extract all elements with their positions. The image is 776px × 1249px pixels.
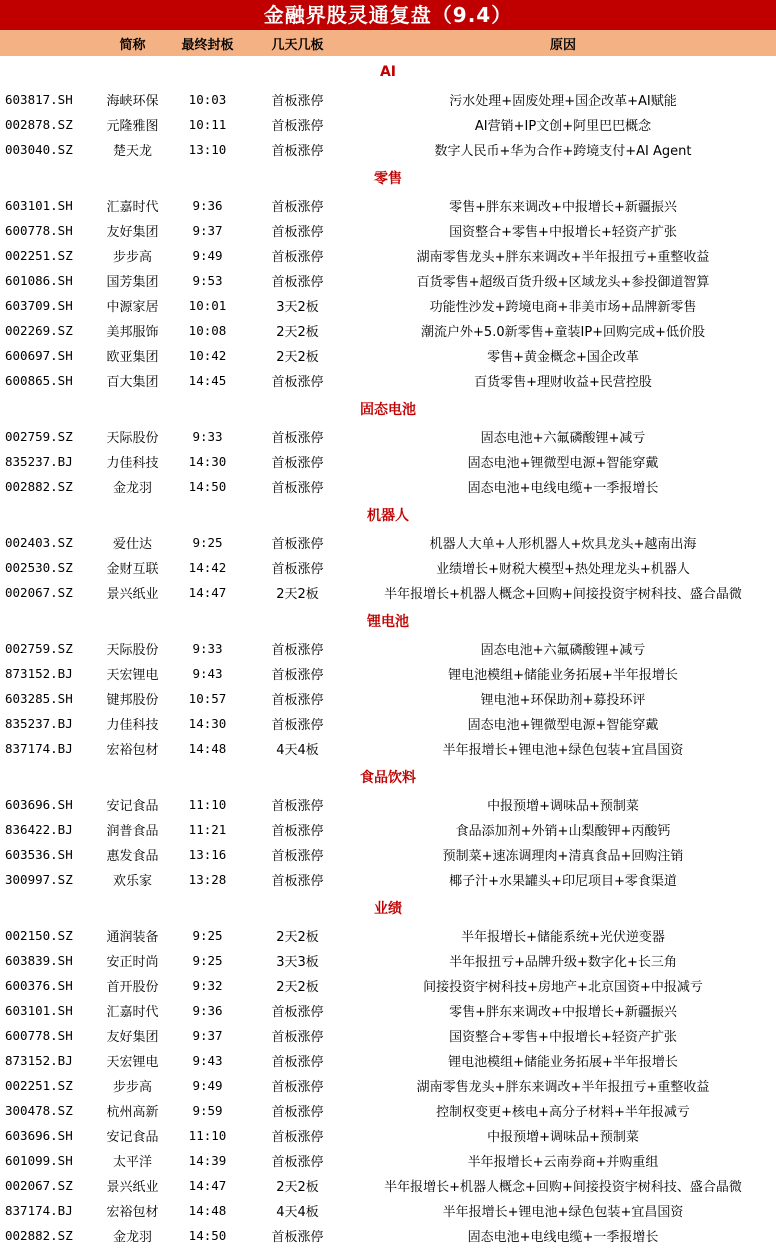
cell-days-boards: 首板涨停 <box>271 456 324 471</box>
cell-days-boards: 首板涨停 <box>271 375 324 390</box>
report-title: 金融界股灵通复盘（9.4） <box>263 3 513 27</box>
cell-final-seal-time: 9:59 <box>192 1103 223 1118</box>
cell-reason: 间接投资宇树科技+房地产+北京国资+中报减亏 <box>423 980 703 995</box>
cell-final-seal-time: 10:11 <box>188 117 227 132</box>
table-row <box>0 474 776 499</box>
cell-stock-name: 惠发食品 <box>106 849 159 864</box>
cell-days-boards: 首板涨停 <box>271 718 324 733</box>
cell-days-boards: 首板涨停 <box>271 849 324 864</box>
cell-reason: 污水处理+固废处理+国企改革+AI赋能 <box>449 94 677 109</box>
cell-stock-code: 600376.SH <box>5 978 73 993</box>
cell-final-seal-time: 13:10 <box>188 142 227 157</box>
cell-stock-code: 603817.SH <box>5 92 73 107</box>
section-label: 食品饮料 <box>360 769 416 786</box>
cell-days-boards: 3天2板 <box>276 300 319 315</box>
cell-stock-code: 002878.SZ <box>5 117 73 132</box>
cell-stock-code: 002067.SZ <box>5 1178 73 1193</box>
cell-final-seal-time: 13:28 <box>188 872 227 887</box>
cell-final-seal-time: 14:48 <box>188 1203 227 1218</box>
cell-stock-name: 金龙羽 <box>112 1230 152 1245</box>
col-header-name: 简称 <box>119 37 146 53</box>
table-row <box>0 193 776 218</box>
table-row <box>0 530 776 555</box>
cell-reason: 固态电池+电线电缆+一季报增长 <box>467 1230 659 1245</box>
cell-stock-code: 002759.SZ <box>5 429 73 444</box>
table-row <box>0 112 776 137</box>
cell-stock-name: 天宏锂电 <box>106 668 159 683</box>
cell-reason: 半年报增长+云南券商+并购重组 <box>467 1155 659 1170</box>
table-row <box>0 137 776 162</box>
cell-stock-code: 837174.BJ <box>5 741 73 756</box>
cell-final-seal-time: 10:42 <box>188 348 227 363</box>
table-row <box>0 817 776 842</box>
section-label: 固态电池 <box>360 401 416 418</box>
cell-stock-code: 002759.SZ <box>5 641 73 656</box>
cell-days-boards: 首板涨停 <box>271 225 324 240</box>
table-row <box>0 1073 776 1098</box>
cell-final-seal-time: 14:30 <box>188 716 227 731</box>
table-row <box>0 318 776 343</box>
cell-days-boards: 首板涨停 <box>271 824 324 839</box>
cell-stock-name: 友好集团 <box>106 225 159 240</box>
cell-reason: 食品添加剂+外销+山梨酸钾+丙酸钙 <box>455 824 671 839</box>
cell-stock-code: 002269.SZ <box>5 323 73 338</box>
cell-final-seal-time: 14:50 <box>188 1228 227 1243</box>
table-row <box>0 293 776 318</box>
cell-stock-code: 600778.SH <box>5 1028 73 1043</box>
cell-reason: 控制权变更+核电+高分子材料+半年报减亏 <box>436 1105 690 1120</box>
cell-stock-name: 汇嘉时代 <box>106 200 159 215</box>
cell-stock-name: 中源家居 <box>106 300 159 315</box>
cell-reason: 功能性沙发+跨境电商+非美市场+品牌新零售 <box>429 300 697 315</box>
section-header-row <box>0 761 776 792</box>
cell-final-seal-time: 9:37 <box>192 1028 223 1043</box>
cell-days-boards: 首板涨停 <box>271 1130 324 1145</box>
cell-stock-code: 002403.SZ <box>5 535 73 550</box>
cell-final-seal-time: 14:30 <box>188 454 227 469</box>
cell-stock-name: 汇嘉时代 <box>106 1005 159 1020</box>
cell-stock-code: 603285.SH <box>5 691 73 706</box>
table-row <box>0 661 776 686</box>
cell-final-seal-time: 10:08 <box>188 323 227 338</box>
report-title-bar <box>0 0 776 30</box>
table-row <box>0 948 776 973</box>
cell-reason: 固态电池+电线电缆+一季报增长 <box>467 481 659 496</box>
cell-final-seal-time: 11:21 <box>188 822 227 837</box>
cell-final-seal-time: 9:36 <box>192 198 223 213</box>
table-row <box>0 1023 776 1048</box>
cell-days-boards: 首板涨停 <box>271 481 324 496</box>
table-row <box>0 998 776 1023</box>
table-row <box>0 87 776 112</box>
cell-stock-code: 603696.SH <box>5 797 73 812</box>
section-header-row <box>0 605 776 636</box>
cell-stock-name: 润普食品 <box>106 824 159 839</box>
cell-reason: 半年报增长+锂电池+绿色包装+宜昌国资 <box>442 1205 684 1220</box>
cell-stock-name: 楚天龙 <box>112 144 152 159</box>
cell-stock-code: 603101.SH <box>5 1003 73 1018</box>
cell-reason: AI营销+IP文创+阿里巴巴概念 <box>474 119 652 134</box>
cell-reason: 湖南零售龙头+胖东来调改+半年报扭亏+重整收益 <box>416 250 710 265</box>
cell-reason: 机器人大单+人形机器人+炊具龙头+越南出海 <box>429 537 697 552</box>
cell-days-boards: 2天2板 <box>276 587 319 602</box>
cell-final-seal-time: 11:10 <box>188 797 227 812</box>
cell-final-seal-time: 9:33 <box>192 641 223 656</box>
table-row <box>0 711 776 736</box>
cell-days-boards: 首板涨停 <box>271 1005 324 1020</box>
cell-final-seal-time: 9:49 <box>192 248 223 263</box>
cell-reason: 国资整合+零售+中报增长+轻资产扩张 <box>449 225 677 240</box>
cell-stock-code: 600697.SH <box>5 348 73 363</box>
cell-reason: 业绩增长+财税大模型+热处理龙头+机器人 <box>436 562 690 577</box>
cell-stock-name: 金财互联 <box>106 562 159 577</box>
cell-reason: 固态电池+锂微型电源+智能穿戴 <box>467 718 659 733</box>
table-row <box>0 923 776 948</box>
cell-reason: 半年报增长+锂电池+绿色包装+宜昌国资 <box>442 743 684 758</box>
cell-final-seal-time: 10:57 <box>188 691 227 706</box>
cell-stock-name: 安记食品 <box>106 799 159 814</box>
cell-days-boards: 首板涨停 <box>271 431 324 446</box>
cell-stock-name: 宏裕包材 <box>106 743 159 758</box>
cell-reason: 固态电池+六氟磷酸锂+减亏 <box>480 643 646 658</box>
table-row <box>0 792 776 817</box>
cell-reason: 椰子汁+水果罐头+印尼项目+零食渠道 <box>449 874 677 889</box>
cell-days-boards: 首板涨停 <box>271 1105 324 1120</box>
cell-final-seal-time: 10:03 <box>188 92 227 107</box>
cell-final-seal-time: 9:43 <box>192 666 223 681</box>
col-header-final-seal-time: 最终封板 <box>181 37 234 53</box>
section-label: 锂电池 <box>367 613 409 630</box>
cell-final-seal-time: 13:16 <box>188 847 227 862</box>
cell-stock-name: 欢乐家 <box>112 874 152 889</box>
table-row <box>0 973 776 998</box>
cell-days-boards: 2天2板 <box>276 1180 319 1195</box>
cell-days-boards: 首板涨停 <box>271 200 324 215</box>
cell-days-boards: 首板涨停 <box>271 1155 324 1170</box>
cell-stock-name: 首开股份 <box>106 980 159 995</box>
cell-stock-name: 美邦服饰 <box>106 325 159 340</box>
cell-final-seal-time: 9:33 <box>192 429 223 444</box>
cell-days-boards: 4天4板 <box>276 1205 319 1220</box>
table-row <box>0 1173 776 1198</box>
cell-stock-name: 景兴纸业 <box>106 587 159 602</box>
cell-reason: 预制菜+速冻调理肉+清真食品+回购注销 <box>442 849 684 864</box>
cell-stock-code: 300478.SZ <box>5 1103 73 1118</box>
cell-reason: 中报预增+调味品+预制菜 <box>487 799 639 814</box>
table-row <box>0 580 776 605</box>
cell-stock-name: 力佳科技 <box>106 718 159 733</box>
cell-days-boards: 首板涨停 <box>271 643 324 658</box>
cell-final-seal-time: 9:37 <box>192 223 223 238</box>
table-row <box>0 1048 776 1073</box>
cell-final-seal-time: 9:32 <box>192 978 223 993</box>
cell-stock-code: 603101.SH <box>5 198 73 213</box>
cell-stock-code: 603696.SH <box>5 1128 73 1143</box>
cell-stock-name: 步步高 <box>112 250 152 265</box>
cell-stock-code: 002150.SZ <box>5 928 73 943</box>
cell-stock-code: 002251.SZ <box>5 248 73 263</box>
cell-days-boards: 首板涨停 <box>271 799 324 814</box>
cell-final-seal-time: 14:45 <box>188 373 227 388</box>
cell-stock-code: 835237.BJ <box>5 716 73 731</box>
cell-final-seal-time: 9:49 <box>192 1078 223 1093</box>
table-row <box>0 1198 776 1223</box>
cell-stock-code: 603839.SH <box>5 953 73 968</box>
cell-stock-code: 002882.SZ <box>5 1228 73 1243</box>
cell-reason: 百货零售+理财收益+民营控股 <box>474 375 652 390</box>
cell-final-seal-time: 9:53 <box>192 273 223 288</box>
cell-final-seal-time: 9:25 <box>192 535 223 550</box>
cell-stock-name: 宏裕包材 <box>106 1205 159 1220</box>
cell-stock-name: 力佳科技 <box>106 456 159 471</box>
cell-days-boards: 首板涨停 <box>271 874 324 889</box>
table-body <box>0 56 776 1248</box>
cell-reason: 零售+胖东来调改+中报增长+新疆振兴 <box>449 1005 677 1020</box>
cell-stock-name: 国芳集团 <box>106 275 159 290</box>
cell-reason: 半年报扭亏+品牌升级+数字化+长三角 <box>449 955 677 970</box>
cell-days-boards: 首板涨停 <box>271 693 324 708</box>
cell-stock-code: 603536.SH <box>5 847 73 862</box>
cell-final-seal-time: 11:10 <box>188 1128 227 1143</box>
cell-stock-name: 杭州高新 <box>106 1105 159 1120</box>
cell-stock-name: 友好集团 <box>106 1030 159 1045</box>
cell-stock-code: 600865.SH <box>5 373 73 388</box>
cell-final-seal-time: 14:47 <box>188 1178 227 1193</box>
cell-reason: 零售+胖东来调改+中报增长+新疆振兴 <box>449 200 677 215</box>
cell-stock-code: 837174.BJ <box>5 1203 73 1218</box>
table-row <box>0 368 776 393</box>
cell-stock-code: 873152.BJ <box>5 1053 73 1068</box>
cell-stock-name: 欧亚集团 <box>106 350 159 365</box>
cell-reason: 半年报增长+机器人概念+回购+间接投资宇树科技、盛合晶微 <box>384 587 742 602</box>
table-row <box>0 842 776 867</box>
cell-reason: 零售+黄金概念+国企改革 <box>487 350 639 365</box>
cell-final-seal-time: 9:43 <box>192 1053 223 1068</box>
cell-days-boards: 首板涨停 <box>271 119 324 134</box>
cell-stock-name: 百大集团 <box>106 375 159 390</box>
cell-stock-name: 太平洋 <box>112 1155 152 1170</box>
cell-stock-code: 002067.SZ <box>5 585 73 600</box>
table-row <box>0 555 776 580</box>
cell-days-boards: 3天3板 <box>276 955 319 970</box>
cell-days-boards: 首板涨停 <box>271 1055 324 1070</box>
cell-days-boards: 首板涨停 <box>271 562 324 577</box>
table-row <box>0 343 776 368</box>
cell-reason: 中报预增+调味品+预制菜 <box>487 1130 639 1145</box>
cell-stock-name: 海峡环保 <box>106 94 159 109</box>
cell-reason: 数字人民币+华为合作+跨境支付+AI Agent <box>434 144 692 159</box>
cell-final-seal-time: 14:50 <box>188 479 227 494</box>
table-row <box>0 449 776 474</box>
cell-reason: 固态电池+六氟磷酸锂+减亏 <box>480 431 646 446</box>
section-label: 机器人 <box>367 507 409 524</box>
cell-stock-name: 安记食品 <box>106 1130 159 1145</box>
cell-days-boards: 首板涨停 <box>271 275 324 290</box>
section-header-row <box>0 162 776 193</box>
cell-stock-code: 873152.BJ <box>5 666 73 681</box>
cell-stock-name: 安正时尚 <box>106 955 159 970</box>
cell-reason: 半年报增长+储能系统+光伏逆变器 <box>461 930 665 945</box>
cell-days-boards: 2天2板 <box>276 325 319 340</box>
cell-stock-name: 景兴纸业 <box>106 1180 159 1195</box>
cell-stock-name: 步步高 <box>112 1080 152 1095</box>
table-row <box>0 1123 776 1148</box>
cell-stock-name: 元隆雅图 <box>106 119 159 134</box>
cell-days-boards: 首板涨停 <box>271 1080 324 1095</box>
cell-stock-name: 键邦股份 <box>106 693 159 708</box>
cell-days-boards: 2天2板 <box>276 350 319 365</box>
cell-stock-code: 003040.SZ <box>5 142 73 157</box>
section-header-row <box>0 393 776 424</box>
cell-stock-name: 天际股份 <box>106 643 159 658</box>
cell-reason: 锂电池+环保助剂+募投环评 <box>480 693 646 708</box>
col-header-days-boards: 几天几板 <box>271 37 324 53</box>
table-row <box>0 636 776 661</box>
cell-reason: 锂电池模组+储能业务拓展+半年报增长 <box>448 1055 678 1070</box>
cell-days-boards: 4天4板 <box>276 743 319 758</box>
cell-days-boards: 首板涨停 <box>271 1230 324 1245</box>
cell-days-boards: 首板涨停 <box>271 94 324 109</box>
cell-stock-code: 603709.SH <box>5 298 73 313</box>
section-header-row <box>0 499 776 530</box>
table-row <box>0 424 776 449</box>
table-row <box>0 1098 776 1123</box>
cell-days-boards: 首板涨停 <box>271 250 324 265</box>
section-label: 零售 <box>374 170 402 187</box>
cell-reason: 湖南零售龙头+胖东来调改+半年报扭亏+重整收益 <box>416 1080 710 1095</box>
table-row <box>0 1148 776 1173</box>
cell-stock-code: 002882.SZ <box>5 479 73 494</box>
cell-reason: 半年报增长+机器人概念+回购+间接投资宇树科技、盛合晶微 <box>384 1180 742 1195</box>
cell-final-seal-time: 9:25 <box>192 953 223 968</box>
cell-days-boards: 首板涨停 <box>271 1030 324 1045</box>
cell-reason: 百货零售+超级百货升级+区域龙头+参投御道智算 <box>416 275 710 290</box>
cell-reason: 锂电池模组+储能业务拓展+半年报增长 <box>448 668 678 683</box>
cell-days-boards: 首板涨停 <box>271 144 324 159</box>
table-row <box>0 686 776 711</box>
section-header-row <box>0 56 776 87</box>
cell-stock-name: 爱仕达 <box>112 537 152 552</box>
cell-stock-code: 300997.SZ <box>5 872 73 887</box>
cell-days-boards: 首板涨停 <box>271 668 324 683</box>
cell-stock-name: 天宏锂电 <box>106 1055 159 1070</box>
cell-stock-code: 002251.SZ <box>5 1078 73 1093</box>
cell-days-boards: 首板涨停 <box>271 537 324 552</box>
cell-final-seal-time: 14:47 <box>188 585 227 600</box>
cell-reason: 潮流户外+5.0新零售+童装IP+回购完成+低价股 <box>421 325 705 340</box>
cell-final-seal-time: 10:01 <box>188 298 227 313</box>
cell-stock-name: 天际股份 <box>106 431 159 446</box>
table-row <box>0 268 776 293</box>
cell-stock-code: 835237.BJ <box>5 454 73 469</box>
table-row <box>0 243 776 268</box>
cell-stock-code: 601086.SH <box>5 273 73 288</box>
table-row <box>0 736 776 761</box>
cell-final-seal-time: 14:39 <box>188 1153 227 1168</box>
cell-stock-code: 002530.SZ <box>5 560 73 575</box>
col-header-reason: 原因 <box>549 37 576 53</box>
table-row <box>0 1223 776 1248</box>
cell-final-seal-time: 9:25 <box>192 928 223 943</box>
cell-stock-name: 金龙羽 <box>112 481 152 496</box>
table-header-row <box>0 30 776 56</box>
table-row <box>0 218 776 243</box>
cell-days-boards: 2天2板 <box>276 930 319 945</box>
table-row <box>0 867 776 892</box>
cell-stock-code: 601099.SH <box>5 1153 73 1168</box>
section-header-row <box>0 892 776 923</box>
cell-stock-code: 836422.BJ <box>5 822 73 837</box>
cell-stock-code: 600778.SH <box>5 223 73 238</box>
cell-reason: 固态电池+锂微型电源+智能穿戴 <box>467 456 659 471</box>
cell-days-boards: 2天2板 <box>276 980 319 995</box>
cell-reason: 国资整合+零售+中报增长+轻资产扩张 <box>449 1030 677 1045</box>
cell-final-seal-time: 14:48 <box>188 741 227 756</box>
cell-final-seal-time: 14:42 <box>188 560 227 575</box>
section-label: 业绩 <box>374 900 402 917</box>
section-label: AI <box>379 63 397 80</box>
cell-final-seal-time: 9:36 <box>192 1003 223 1018</box>
cell-stock-name: 通润装备 <box>106 930 159 945</box>
